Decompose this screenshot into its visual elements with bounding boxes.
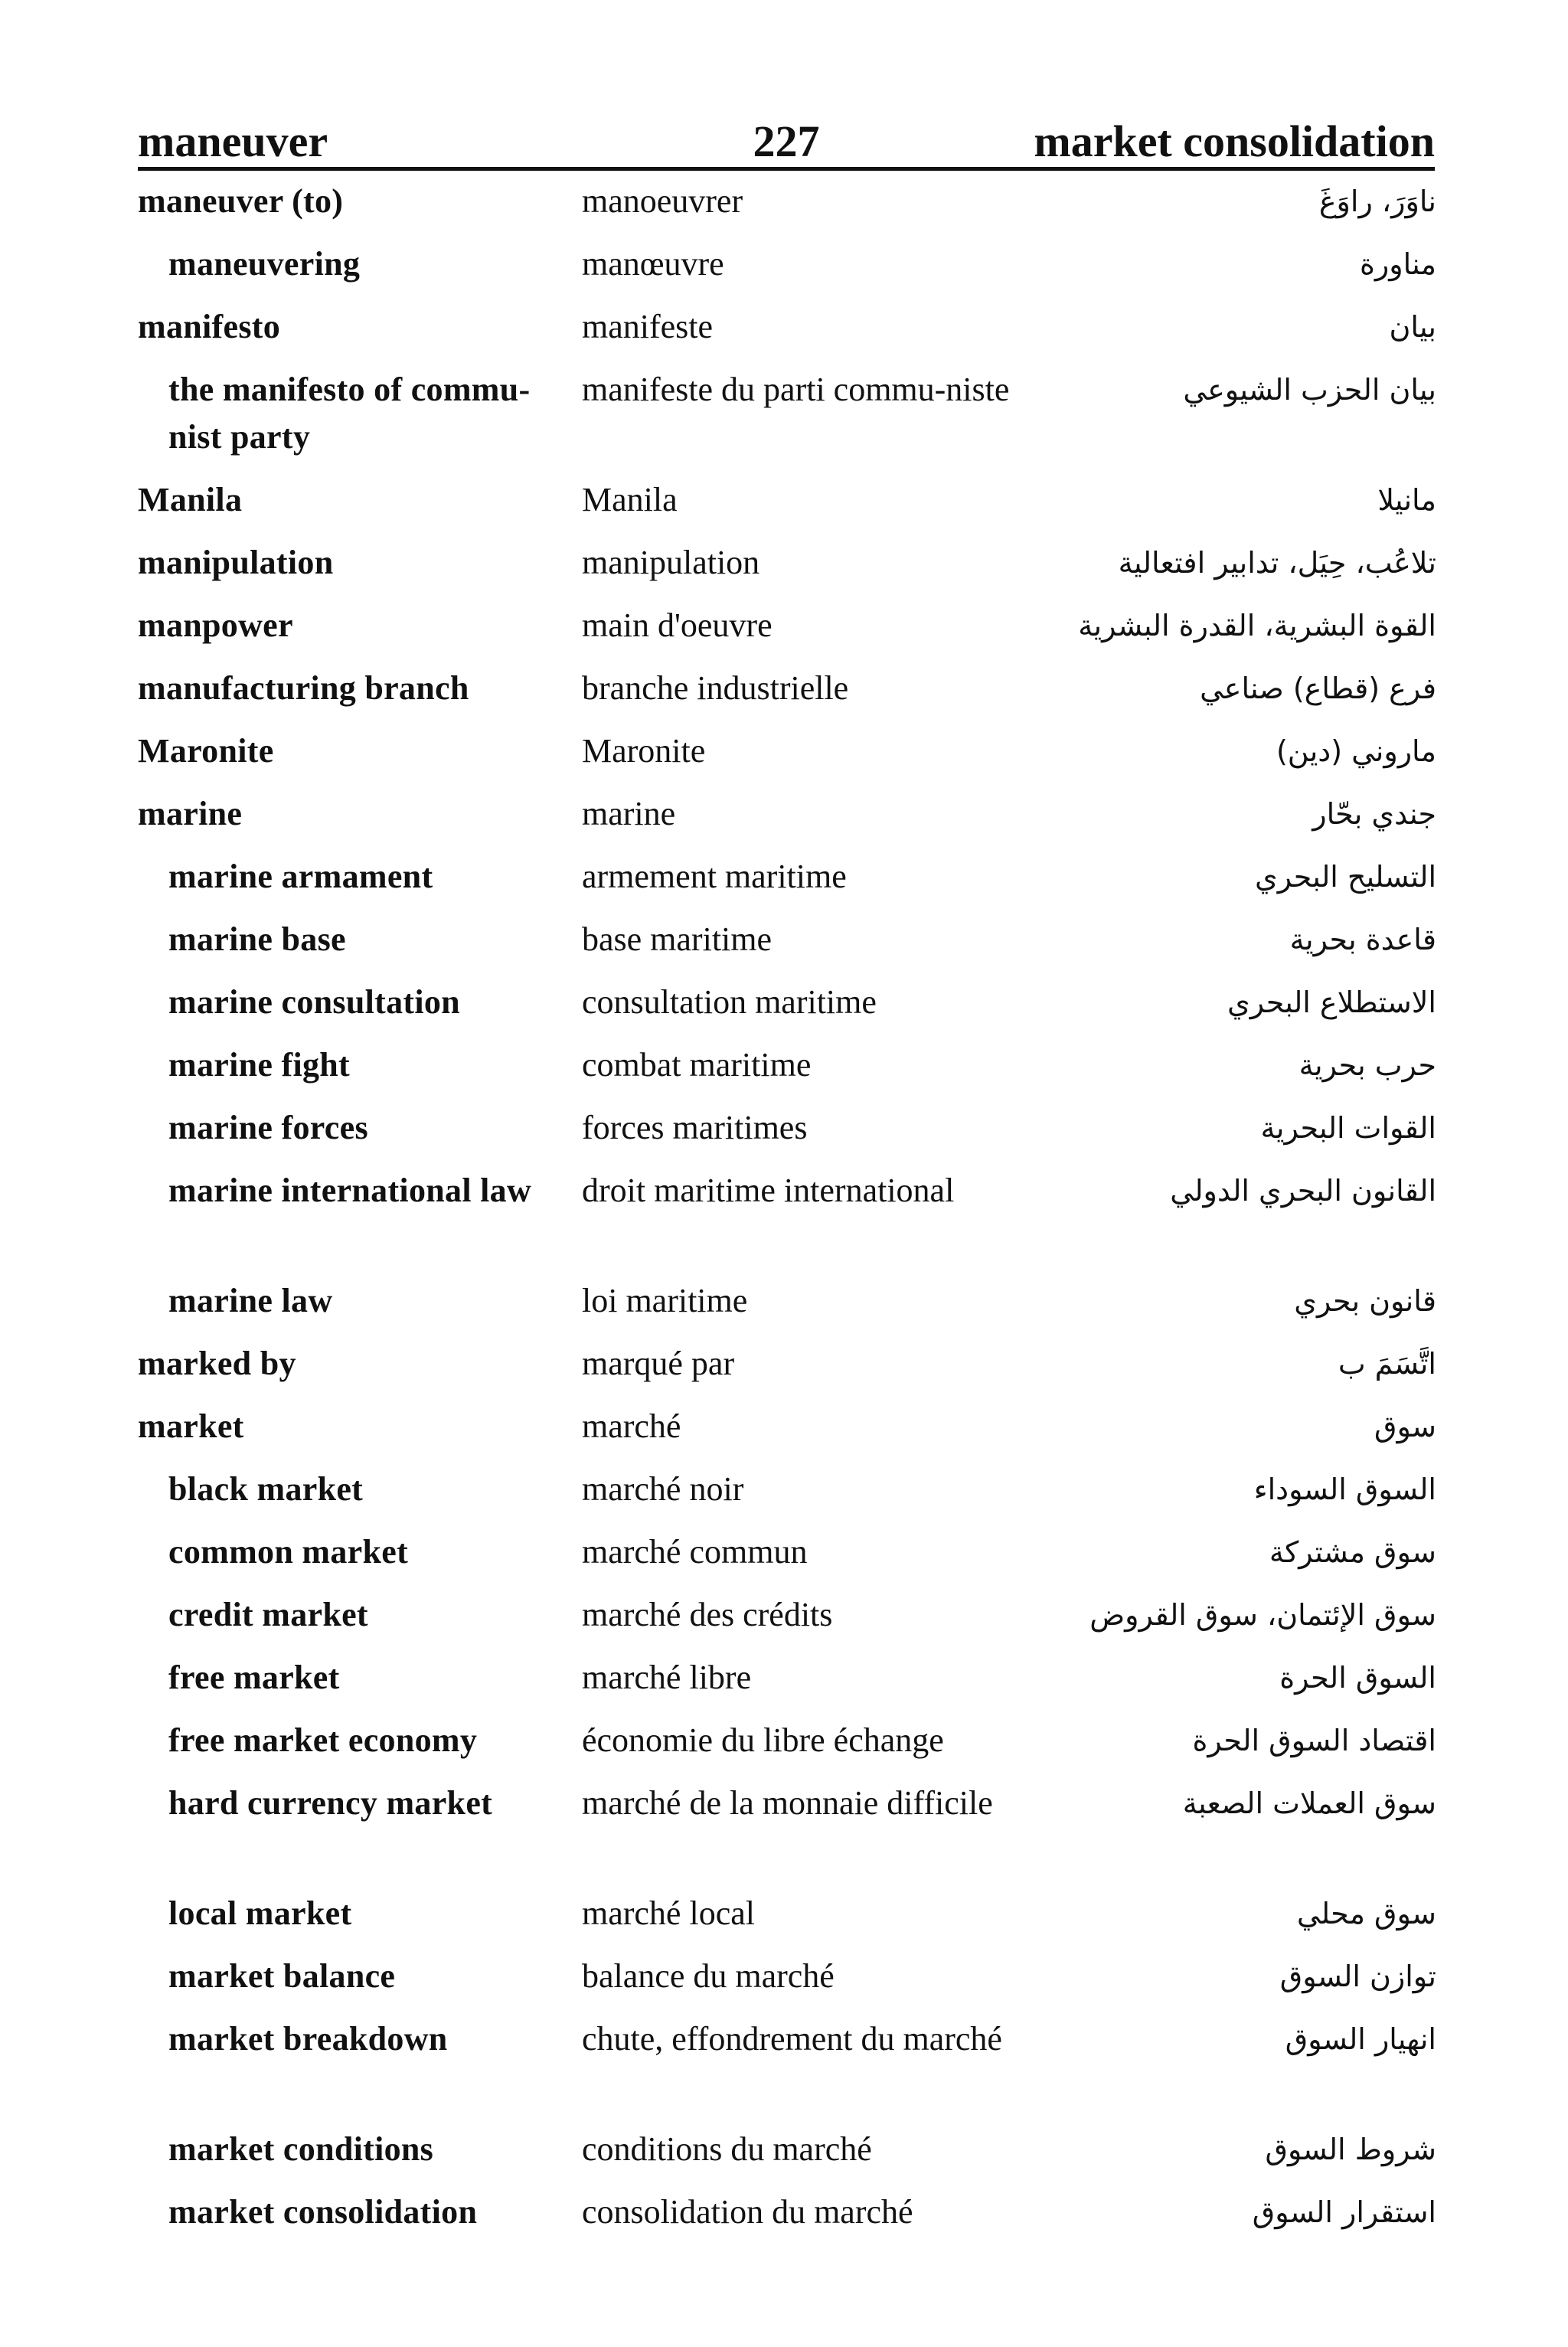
french-term: Maronite <box>582 732 706 770</box>
dictionary-entry <box>0 1466 1568 1528</box>
dictionary-entry <box>0 1104 1568 1167</box>
english-term: Manila <box>138 481 243 518</box>
french-term: marqué par <box>582 1345 735 1382</box>
dictionary-entry <box>0 853 1568 916</box>
page-header <box>138 115 1435 168</box>
right-guide-word: market consolidation <box>1034 116 1435 166</box>
english-term: manipulation <box>138 544 334 581</box>
french-term: armement maritime <box>582 858 847 895</box>
english-term: marine armament <box>168 858 433 895</box>
arabic-term: القوة البشرية، القدرة البشرية <box>1078 609 1436 642</box>
english-term: market conditions <box>168 2130 434 2168</box>
arabic-term: سوق محلي <box>1296 1897 1436 1930</box>
arabic-term: اتَّسَمَ ب <box>1338 1347 1436 1381</box>
dictionary-entry <box>0 1953 1568 2015</box>
french-term: consolidation du marché <box>582 2193 913 2231</box>
french-term: manipulation <box>582 544 760 581</box>
french-term: marché <box>582 1407 681 1445</box>
english-term: marine international law <box>168 1172 532 1209</box>
french-term: loi maritime <box>582 1282 748 1319</box>
french-term: économie du libre échange <box>582 1721 944 1759</box>
arabic-term: بيان <box>1389 310 1436 344</box>
english-term: marine base <box>168 920 346 958</box>
arabic-term: سوق الإئتمان، سوق القروض <box>1089 1598 1436 1632</box>
arabic-term: تلاعُب، حِيَل، تدابير افتعالية <box>1118 546 1436 580</box>
english-term: market breakdown <box>168 2020 448 2058</box>
english-term: marked by <box>138 1345 296 1382</box>
french-term: Manila <box>582 481 678 518</box>
french-term: balance du marché <box>582 1957 835 1995</box>
arabic-term: مناورة <box>1359 247 1436 281</box>
french-term: droit maritime international <box>582 1172 955 1209</box>
english-term: market consolidation <box>168 2193 478 2231</box>
arabic-term: ناوَرَ، راوَغَ <box>1318 185 1436 218</box>
english-term: maneuver (to) <box>138 182 344 220</box>
dictionary-entry <box>0 790 1568 853</box>
french-term: marché local <box>582 1894 755 1932</box>
french-term: marché commun <box>582 1533 808 1571</box>
english-term: marine forces <box>168 1109 368 1146</box>
arabic-term: توازن السوق <box>1279 1960 1436 1993</box>
english-term: marine consultation <box>168 983 460 1021</box>
arabic-term: بيان الحزب الشيوعي <box>1183 373 1436 407</box>
english-term: free market <box>168 1659 340 1696</box>
dictionary-entry <box>0 1528 1568 1591</box>
dictionary-entry <box>0 2188 1568 2251</box>
french-term: marine <box>582 795 676 832</box>
english-term: black market <box>168 1470 364 1508</box>
french-term: manifeste <box>582 308 714 345</box>
arabic-term: السوق السوداء <box>1253 1473 1436 1506</box>
arabic-term: شروط السوق <box>1265 2133 1436 2166</box>
entry-list <box>0 178 1568 2251</box>
english-term: manpower <box>138 606 293 644</box>
arabic-term: الاستطلاع البحري <box>1227 986 1436 1019</box>
english-term: manufacturing branch <box>138 669 469 707</box>
french-term: marché libre <box>582 1659 752 1696</box>
english-term: Maronite <box>138 732 274 770</box>
english-term: manifesto <box>138 308 281 345</box>
dictionary-entry <box>0 916 1568 979</box>
french-term: marché de la monnaie difficile <box>582 1784 993 1822</box>
dictionary-entry <box>0 727 1568 790</box>
dictionary-entry <box>0 979 1568 1041</box>
dictionary-entry <box>0 1167 1568 1277</box>
dictionary-entry <box>0 2015 1568 2126</box>
french-term: main d'oeuvre <box>582 606 773 644</box>
french-term: manoeuvrer <box>582 182 743 220</box>
english-term: marine <box>138 795 243 832</box>
arabic-term: سوق <box>1374 1410 1436 1443</box>
arabic-term: استقرار السوق <box>1252 2195 1436 2229</box>
arabic-term: اقتصاد السوق الحرة <box>1192 1724 1436 1757</box>
dictionary-entry <box>0 539 1568 602</box>
left-guide-word: maneuver <box>138 116 328 166</box>
dictionary-entry <box>0 1340 1568 1403</box>
dictionary-entry <box>0 1890 1568 1953</box>
english-term: market <box>138 1407 244 1445</box>
dictionary-entry <box>0 476 1568 539</box>
english-term: marine fight <box>168 1046 351 1084</box>
english-term: maneuvering <box>168 245 361 283</box>
arabic-term: جندي بحّار <box>1312 797 1436 831</box>
dictionary-entry <box>0 1403 1568 1466</box>
arabic-term: حرب بحرية <box>1298 1048 1436 1082</box>
english-term: the manifesto of commu-nist party <box>168 371 531 456</box>
arabic-term: السوق الحرة <box>1279 1661 1436 1695</box>
french-term: conditions du marché <box>582 2130 872 2168</box>
dictionary-entry <box>0 366 1568 476</box>
french-term: marché des crédits <box>582 1596 833 1633</box>
dictionary-entry <box>0 1041 1568 1104</box>
french-term: marché noir <box>582 1470 744 1508</box>
dictionary-entry <box>0 303 1568 366</box>
french-term: forces maritimes <box>582 1109 808 1146</box>
arabic-term: ماروني (دين) <box>1276 734 1436 768</box>
dictionary-entry <box>0 2126 1568 2188</box>
english-term: local market <box>168 1894 352 1932</box>
dictionary-entry <box>0 240 1568 303</box>
french-term: consultation maritime <box>582 983 877 1021</box>
header-rule <box>138 167 1435 171</box>
english-term: hard currency market <box>168 1784 493 1822</box>
page-number: 227 <box>753 116 820 166</box>
arabic-term: انهيار السوق <box>1285 2022 1436 2056</box>
dictionary-entry <box>0 1717 1568 1780</box>
dictionary-entry <box>0 1591 1568 1654</box>
english-term: market balance <box>168 1957 396 1995</box>
dictionary-entry <box>0 178 1568 240</box>
arabic-term: مانيلا <box>1377 483 1436 517</box>
french-term: manœuvre <box>582 245 724 283</box>
french-term: chute, effondrement du marché <box>582 2020 1002 2058</box>
french-term: combat maritime <box>582 1046 812 1084</box>
french-term: manifeste du parti commu-niste <box>582 371 1010 408</box>
arabic-term: سوق مشتركة <box>1269 1535 1436 1569</box>
arabic-term: قانون بحري <box>1294 1284 1436 1318</box>
arabic-term: سوق العملات الصعبة <box>1182 1786 1436 1820</box>
english-term: common market <box>168 1533 409 1571</box>
arabic-term: قاعدة بحرية <box>1289 923 1436 956</box>
dictionary-entry <box>0 665 1568 727</box>
english-term: marine law <box>168 1282 333 1319</box>
arabic-term: التسليح البحري <box>1255 860 1436 894</box>
dictionary-entry <box>0 1654 1568 1717</box>
arabic-term: القوات البحرية <box>1260 1111 1436 1145</box>
english-term: credit market <box>168 1596 368 1633</box>
arabic-term: فرع (قطاع) صناعي <box>1200 672 1436 705</box>
dictionary-entry <box>0 1780 1568 1890</box>
french-term: base maritime <box>582 920 773 958</box>
dictionary-entry <box>0 1277 1568 1340</box>
arabic-term: القانون البحري الدولي <box>1170 1174 1436 1208</box>
french-term: branche industrielle <box>582 669 849 707</box>
dictionary-entry <box>0 602 1568 665</box>
english-term: free market economy <box>168 1721 478 1759</box>
